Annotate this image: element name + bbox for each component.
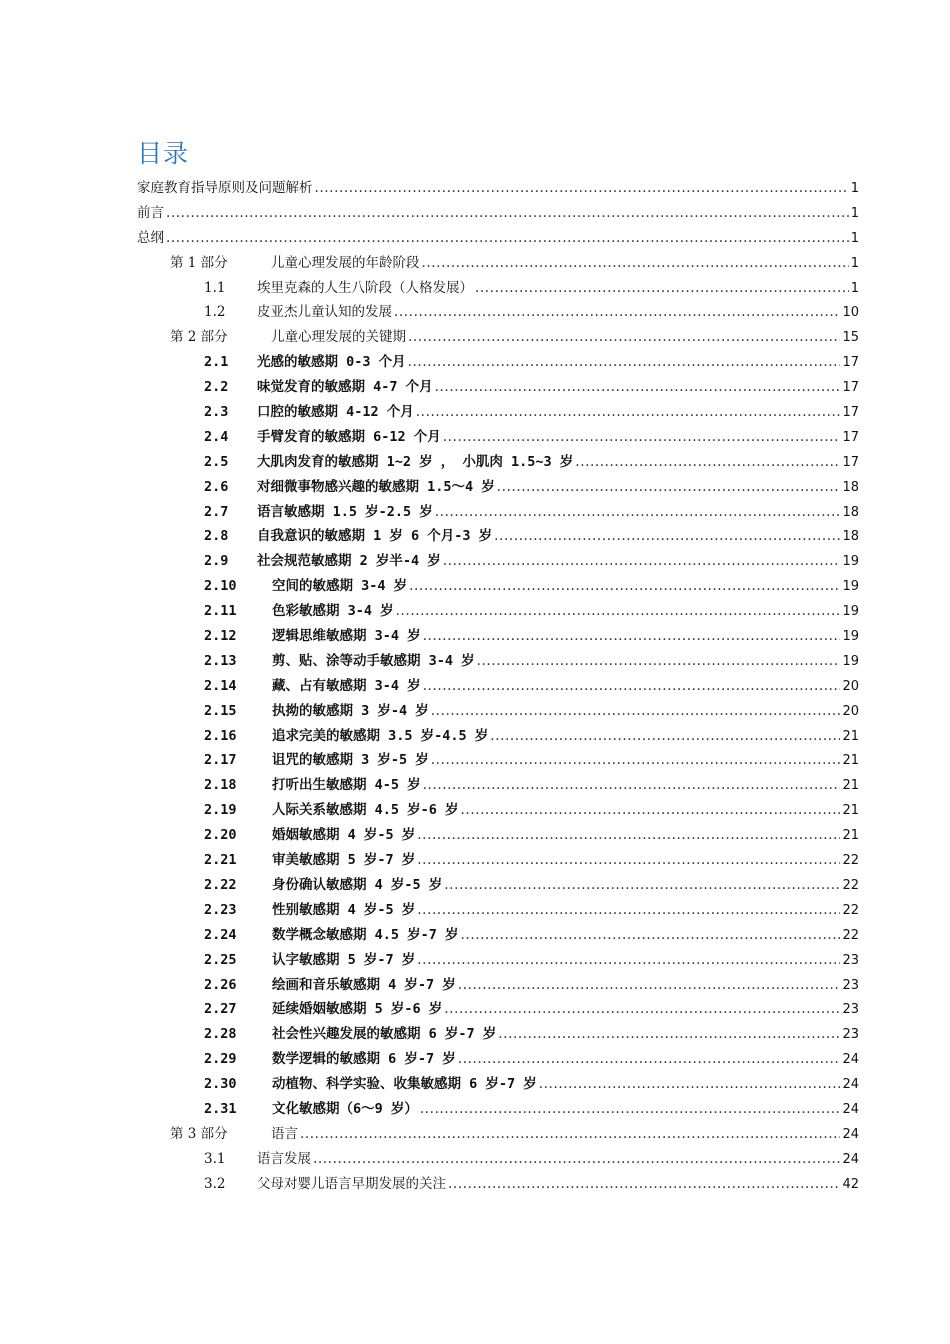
toc-entry[interactable] (137, 898, 859, 923)
toc-entry[interactable] (137, 923, 859, 948)
toc-entry-title: 社会规范敏感期 2 岁半-4 岁 (257, 553, 441, 570)
toc-entry-page: 15 (842, 330, 859, 346)
toc-entry-number: 2.11 (204, 603, 237, 620)
toc-entry-title: 剪、贴、涂等动手敏感期 3-4 岁 (272, 652, 475, 669)
toc-entry-title: 空间的敏感期 3-4 岁 (272, 578, 408, 595)
toc-entry[interactable] (137, 1122, 859, 1147)
toc-entry-page: 1 (850, 280, 859, 296)
dot-leader (423, 624, 841, 649)
toc-entry-title: 追求完美的敏感期 3.5 岁-4.5 岁 (272, 727, 489, 744)
toc-entry[interactable] (137, 948, 859, 973)
dot-leader (435, 500, 841, 525)
toc-entry-page: 17 (842, 405, 859, 421)
toc-entry-title: 大肌肉发育的敏感期 1~2 岁 ， 小肌肉 1.5~3 岁 (257, 453, 574, 470)
toc-entry-page: 23 (842, 977, 859, 993)
toc-entry-title: 儿童心理发展的关键期 (271, 329, 406, 346)
toc-entry-page: 18 (842, 529, 859, 545)
toc-entry[interactable] (137, 873, 859, 898)
toc-entry[interactable] (137, 450, 859, 475)
toc-entry[interactable] (137, 624, 859, 649)
toc-entry-number: 2.14 (204, 677, 237, 694)
toc-entry-page: 17 (842, 454, 859, 470)
toc-entry[interactable] (137, 425, 859, 450)
toc-entry-page: 20 (842, 703, 859, 719)
toc-entry-number: 2.17 (204, 752, 237, 769)
toc-entry-title: 社会性兴趣发展的敏感期 6 岁-7 岁 (272, 1026, 497, 1043)
toc-entry-title: 认字敏感期 5 岁-7 岁 (272, 951, 416, 968)
dot-leader (423, 674, 841, 699)
dot-leader (461, 923, 841, 948)
toc-entry-title: 光感的敏感期 0-3 个月 (257, 354, 406, 371)
toc-entry-page: 22 (842, 877, 859, 893)
toc-entry-number: 2.2 (204, 379, 229, 396)
toc-entry-title: 数学逻辑的敏感期 6 岁-7 岁 (272, 1051, 456, 1068)
toc-entry-number: 3.2 (204, 1175, 226, 1192)
dot-leader (494, 524, 840, 549)
toc-entry-number: 2.6 (204, 478, 229, 495)
toc-entry[interactable] (137, 599, 859, 624)
toc-entry-title: 对细微事物感兴趣的敏感期 1.5～4 岁 (257, 478, 495, 495)
dot-leader (300, 1122, 840, 1147)
toc-entry[interactable] (137, 823, 859, 848)
dot-leader (409, 574, 840, 599)
toc-entry[interactable] (137, 1172, 859, 1197)
dot-leader (408, 350, 841, 375)
dot-leader (417, 948, 840, 973)
toc-entry-page: 42 (842, 1176, 859, 1192)
toc-entry[interactable] (137, 748, 859, 773)
dot-leader (444, 873, 840, 898)
toc-entry-page: 19 (842, 653, 859, 669)
toc-entry[interactable] (137, 350, 859, 375)
toc-entry-page: 19 (842, 554, 859, 570)
toc-entry-page: 21 (842, 828, 859, 844)
toc-entry-title: 语言敏感期 1.5 岁-2.5 岁 (257, 503, 433, 520)
toc-entry-number: 第 2 部分 (170, 329, 228, 346)
dot-leader (490, 724, 840, 749)
toc-entry-page: 23 (842, 952, 859, 968)
toc-entry-title: 婚姻敏感期 4 岁-5 岁 (272, 827, 416, 844)
dot-leader (166, 226, 849, 251)
dot-leader (539, 1072, 841, 1097)
dot-leader (443, 549, 841, 574)
toc-entry[interactable] (137, 574, 859, 599)
toc-entry[interactable] (137, 699, 859, 724)
toc-entry[interactable] (137, 798, 859, 823)
toc-entry-title: 味觉发育的敏感期 4-7 个月 (257, 379, 433, 396)
toc-entry-number: 2.4 (204, 428, 229, 445)
toc-entry[interactable] (137, 475, 859, 500)
toc-entry-title: 埃里克森的人生八阶段（人格发展） (257, 279, 473, 296)
toc-entry[interactable] (137, 973, 859, 998)
toc-entry[interactable] (137, 649, 859, 674)
toc-entry-title: 绘画和音乐敏感期 4 岁-7 岁 (272, 976, 456, 993)
toc-entry-page: 1 (850, 181, 859, 196)
toc-entry-title: 皮亚杰儿童认知的发展 (257, 304, 392, 321)
toc-entry-title: 人际关系敏感期 4.5 岁-6 岁 (272, 802, 459, 819)
toc-entry-number: 第 3 部分 (170, 1125, 228, 1142)
toc-entry-page: 24 (842, 1101, 859, 1117)
toc-entry-number: 2.5 (204, 453, 229, 470)
toc-entry-number: 2.27 (204, 1001, 237, 1018)
toc-entry-page: 24 (842, 1077, 859, 1093)
toc-entry-number: 2.25 (204, 951, 237, 968)
toc-entry[interactable] (137, 1047, 859, 1072)
dot-leader (431, 748, 841, 773)
toc-entry-page: 21 (842, 753, 859, 769)
toc-entry[interactable] (137, 1022, 859, 1047)
toc-entry[interactable] (137, 400, 859, 425)
dot-leader (420, 1097, 841, 1122)
toc-entry-page: 17 (842, 380, 859, 396)
toc-entry-title: 语言发展 (257, 1150, 311, 1167)
toc-entry-page: 10 (842, 305, 859, 321)
dot-leader (448, 1172, 840, 1197)
toc-entry-title: 手臂发育的敏感期 6-12 个月 (257, 428, 441, 445)
toc-entry-number: 2.30 (204, 1076, 237, 1093)
dot-leader (575, 450, 840, 475)
toc-entry-page: 24 (842, 1052, 859, 1068)
toc-entry[interactable] (137, 176, 859, 201)
toc-entry-number: 2.16 (204, 727, 237, 744)
toc-entry-number: 2.12 (204, 628, 237, 645)
toc-entry[interactable] (137, 201, 859, 226)
toc-entry[interactable] (137, 674, 859, 699)
dot-leader (315, 176, 849, 201)
toc-entry-number: 2.3 (204, 404, 229, 421)
toc-entry-title: 家庭教育指导原则及问题解析 (137, 180, 313, 196)
toc-entry[interactable] (137, 1147, 859, 1172)
toc-entry-title: 前言 (137, 204, 164, 221)
toc-entry-number: 2.22 (204, 876, 237, 893)
dot-leader (475, 276, 849, 301)
toc-entry-title: 文化敏感期（6～9 岁） (272, 1100, 418, 1117)
toc-entry-page: 22 (842, 853, 859, 869)
toc-entry-page: 17 (842, 429, 859, 445)
toc-entry-number: 2.23 (204, 901, 237, 918)
toc-entry-number: 3.1 (204, 1150, 226, 1167)
dot-leader (417, 898, 840, 923)
dot-leader (422, 251, 849, 276)
dot-leader (394, 300, 840, 325)
dot-leader (408, 325, 840, 350)
dot-leader (461, 798, 841, 823)
toc-entry-page: 1 (850, 230, 859, 246)
toc-entry-title: 藏、占有敏感期 3-4 岁 (272, 677, 421, 694)
toc-entry-title: 动植物、科学实验、收集敏感期 6 岁-7 岁 (272, 1076, 537, 1093)
toc-entry-page: 23 (842, 1027, 859, 1043)
toc-entry-page: 1 (850, 205, 859, 221)
toc-entry-number: 2.8 (204, 528, 229, 545)
dot-leader (497, 475, 841, 500)
dot-leader (423, 773, 841, 798)
toc-entry-number: 2.19 (204, 802, 237, 819)
toc-entry-page: 21 (842, 803, 859, 819)
toc-entry[interactable] (137, 500, 859, 525)
toc-entry-title: 性别敏感期 4 岁-5 岁 (272, 901, 416, 918)
toc-entry-number: 2.24 (204, 926, 237, 943)
toc-entry-title: 数学概念敏感期 4.5 岁-7 岁 (272, 926, 459, 943)
toc-entry[interactable] (137, 997, 859, 1022)
toc-entry-page: 21 (842, 778, 859, 794)
toc-entry-page: 19 (842, 604, 859, 620)
toc-entry-number: 2.26 (204, 976, 237, 993)
toc-entry-page: 20 (842, 678, 859, 694)
toc-entry-page: 22 (842, 902, 859, 918)
toc-entry-page: 22 (842, 927, 859, 943)
toc-entry-number: 2.31 (204, 1100, 237, 1117)
toc-entry-title: 口腔的敏感期 4-12 个月 (257, 404, 414, 421)
toc-entry-page: 1 (850, 255, 859, 271)
toc-entry[interactable] (137, 276, 859, 301)
toc-entry-page: 23 (842, 1002, 859, 1018)
dot-leader (498, 1022, 840, 1047)
toc-entry-title: 打听出生敏感期 4-5 岁 (272, 777, 421, 794)
toc-entry-title: 身份确认敏感期 4 岁-5 岁 (272, 876, 443, 893)
toc-entry-page: 24 (842, 1126, 859, 1142)
dot-leader (477, 649, 841, 674)
toc-entry-title: 儿童心理发展的年龄阶段 (271, 254, 420, 271)
toc-entry-title: 延续婚姻敏感期 5 岁-6 岁 (272, 1001, 443, 1018)
dot-leader (458, 1047, 841, 1072)
toc-entry-number: 2.28 (204, 1026, 237, 1043)
toc-entry-page: 18 (842, 479, 859, 495)
toc-entry-number: 2.18 (204, 777, 237, 794)
toc-entry-page: 19 (842, 579, 859, 595)
toc-entry[interactable] (137, 300, 859, 325)
dot-leader (416, 400, 841, 425)
toc-entry-title: 逻辑思维敏感期 3-4 岁 (272, 628, 421, 645)
toc-entry-number: 1.1 (204, 279, 226, 296)
toc-entry[interactable] (137, 848, 859, 873)
toc-entry[interactable] (137, 251, 859, 276)
toc-entry-title: 诅咒的敏感期 3 岁-5 岁 (272, 752, 429, 769)
dot-leader (443, 425, 841, 450)
toc-entry-number: 2.13 (204, 652, 237, 669)
table-of-contents (137, 176, 859, 1197)
toc-entry[interactable] (137, 724, 859, 749)
toc-entry-number: 2.9 (204, 553, 229, 570)
dot-leader (458, 973, 841, 998)
toc-entry[interactable] (137, 549, 859, 574)
toc-entry-page: 17 (842, 355, 859, 371)
toc-entry-page: 24 (842, 1151, 859, 1167)
toc-entry-title: 审美敏感期 5 岁-7 岁 (272, 852, 416, 869)
dot-leader (417, 823, 840, 848)
toc-entry-title: 语言 (271, 1125, 298, 1142)
dot-leader (166, 201, 849, 226)
toc-entry[interactable] (137, 524, 859, 549)
dot-leader (417, 848, 840, 873)
toc-entry-number: 2.7 (204, 503, 229, 520)
toc-entry[interactable] (137, 226, 859, 251)
toc-entry-page: 21 (842, 728, 859, 744)
dot-leader (431, 699, 841, 724)
dot-leader (435, 375, 841, 400)
toc-entry[interactable] (137, 375, 859, 400)
toc-entry-page: 18 (842, 504, 859, 520)
toc-entry-number: 2.21 (204, 852, 237, 869)
toc-entry-title: 色彩敏感期 3-4 岁 (272, 603, 394, 620)
dot-leader (396, 599, 841, 624)
toc-entry-number: 第 1 部分 (170, 254, 228, 271)
dot-leader (313, 1147, 840, 1172)
toc-entry-title: 自我意识的敏感期 1 岁 6 个月-3 岁 (257, 528, 493, 545)
toc-entry-title: 总纲 (137, 229, 164, 246)
toc-entry-number: 2.10 (204, 578, 237, 595)
dot-leader (444, 997, 840, 1022)
toc-entry-number: 2.1 (204, 354, 229, 371)
toc-entry-number: 2.29 (204, 1051, 237, 1068)
toc-entry-page: 19 (842, 629, 859, 645)
toc-entry-number: 2.15 (204, 702, 237, 719)
toc-entry[interactable] (137, 325, 859, 350)
toc-entry-title: 执拗的敏感期 3 岁-4 岁 (272, 702, 429, 719)
toc-entry-number: 2.20 (204, 827, 237, 844)
toc-entry-number: 1.2 (204, 304, 226, 321)
toc-entry[interactable] (137, 1097, 859, 1122)
toc-entry[interactable] (137, 773, 859, 798)
page-title: 目录 (137, 139, 190, 168)
toc-entry-title: 父母对婴儿语言早期发展的关注 (257, 1175, 446, 1192)
toc-entry[interactable] (137, 1072, 859, 1097)
